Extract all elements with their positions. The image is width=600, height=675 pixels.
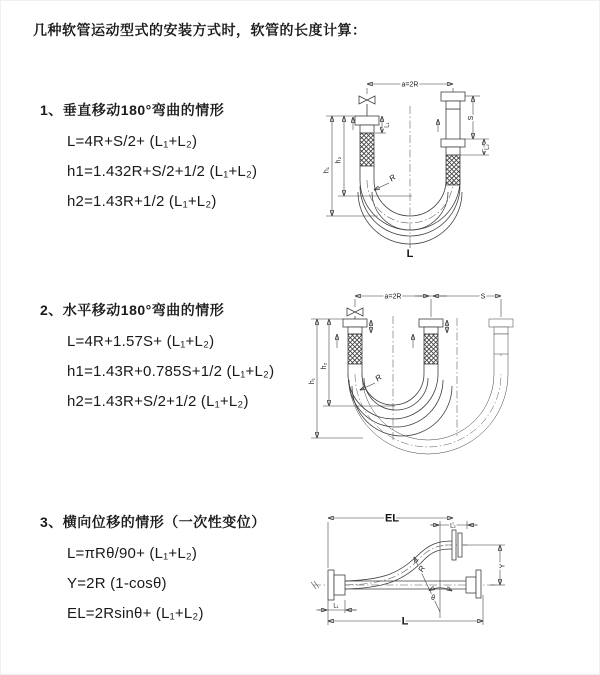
dim-label-y: Y xyxy=(499,563,507,569)
dimension-l xyxy=(328,595,483,628)
dim-label-h2: h₂ xyxy=(321,362,328,370)
dim-label-l1: L₁ xyxy=(384,122,391,128)
section-3-heading: 3、横向位移的情形（一次性变位） xyxy=(40,514,266,530)
valve-symbol-icon xyxy=(359,96,375,116)
valve-symbol-icon xyxy=(347,308,363,319)
dim-label-a2r: a=2R xyxy=(401,81,419,89)
hose-u-bend xyxy=(348,364,452,436)
dim-label-h1: h₁ xyxy=(309,377,316,385)
hose-u-bend-moved xyxy=(348,354,508,454)
straight-hose xyxy=(311,570,496,600)
dim-label-s: S xyxy=(480,293,486,301)
radius-label: R xyxy=(387,172,398,184)
s-curve-hose xyxy=(345,541,452,589)
length-label: L xyxy=(406,248,414,260)
dim-label-l: L xyxy=(401,615,409,628)
dim-label-a2r: a=2R xyxy=(384,293,402,301)
section-3 xyxy=(40,512,266,622)
dim-label-el: EL xyxy=(384,512,400,525)
angle-label: θ xyxy=(431,595,435,602)
dimension-el xyxy=(328,513,453,569)
radius-label: R xyxy=(416,564,428,574)
length-label-group xyxy=(407,244,414,260)
formula-line: EL=2Rsinθ+ (L₁+L₂) xyxy=(67,605,204,622)
formula-line: h2=1.43R+S/2+1/2 (L₁+L₂) xyxy=(67,393,249,410)
right-pipe-fitting xyxy=(441,92,465,185)
diagram-vertical-movement xyxy=(310,68,590,263)
page-title: 几种软管运动型式的安装方式时，软管的长度计算： xyxy=(33,22,367,38)
formula-line: h2=1.43R+1/2 (L₁+L₂) xyxy=(67,193,217,210)
dim-label-s: S xyxy=(468,115,475,121)
dimension-a2r xyxy=(367,82,453,95)
radius-angle-construction xyxy=(414,557,452,612)
section-1 xyxy=(40,100,257,210)
diagram-horizontal-movement xyxy=(303,286,593,458)
dim-label-h2: h₂ xyxy=(335,156,343,164)
dimension-s xyxy=(465,96,480,139)
formula-line: L=πRθ/90+ (L₁+L₂) xyxy=(67,545,198,562)
dim-label-l1: L₁ xyxy=(333,603,339,610)
dim-label-l2: L₂ xyxy=(450,523,456,530)
section-2 xyxy=(40,300,274,410)
formula-line: Y=2R (1-cosθ) xyxy=(67,575,167,592)
radius-label: R xyxy=(373,372,384,384)
formula-line: L=4R+S/2+ (L₁+L₂) xyxy=(67,133,198,150)
diagram-lateral-displacement xyxy=(300,500,600,658)
section-1-heading: 1、垂直移动180°弯曲的情形 xyxy=(40,102,225,118)
left-pipe-fitting xyxy=(343,319,367,364)
formula-line: h1=1.432R+S/2+1/2 (L₁+L₂) xyxy=(67,163,258,180)
dim-label-l2: L₂ xyxy=(484,144,491,150)
left-pipe-fitting xyxy=(355,116,379,166)
dimension-l1 xyxy=(316,600,357,613)
moved-pipe-fitting xyxy=(489,319,513,354)
dim-label-h1: h₁ xyxy=(323,166,331,174)
centerlines xyxy=(367,106,453,244)
dimension-a2r-s xyxy=(355,294,501,318)
radius-callout xyxy=(374,173,398,190)
middle-pipe-fitting xyxy=(419,319,443,364)
section-2-heading: 2、水平移动180°弯曲的情形 xyxy=(40,302,225,318)
formula-line: L=4R+1.57S+ (L₁+L₂) xyxy=(67,333,215,350)
radius-callout xyxy=(360,373,384,390)
formula-line: h1=1.43R+0.785S+1/2 (L₁+L₂) xyxy=(67,363,275,380)
